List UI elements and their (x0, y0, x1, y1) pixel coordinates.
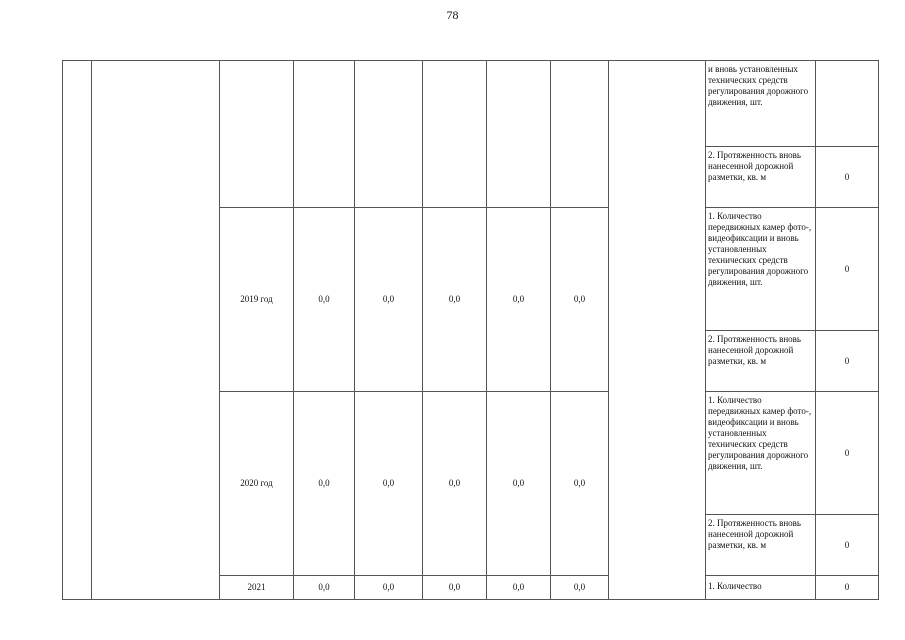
value-cell (355, 61, 423, 208)
value-cell (487, 61, 551, 208)
indicator-value-cell: 0 (816, 392, 879, 515)
row-number-cell (63, 61, 92, 600)
value-cell: 0,0 (294, 392, 355, 576)
indicator-name-cell: 1. Количество (706, 576, 816, 600)
indicator-value-cell: 0 (816, 147, 879, 208)
indicator-name-cell: 1. Количество передвижных камер фото-, видеофиксации и вновь установленных технических средств регулирования дорожного движения, шт. (706, 208, 816, 331)
value-cell (423, 61, 487, 208)
value-cell: 0,0 (423, 208, 487, 392)
year-cell: 2020 год (220, 392, 294, 576)
value-cell: 0,0 (294, 576, 355, 600)
value-cell (294, 61, 355, 208)
indicator-name-cell: 2. Протяженность вновь нанесенной дорожной разметки, кв. м (706, 331, 816, 392)
value-cell: 0,0 (355, 392, 423, 576)
value-cell: 0,0 (487, 392, 551, 576)
indicator-name-cell: и вновь установленных технических средств регулирования дорожного движения, шт. (706, 61, 816, 147)
indicator-name-cell: 1. Количество передвижных камер фото-, видеофиксации и вновь установленных технических средств регулирования дорожного движения, шт. (706, 392, 816, 515)
value-cell: 0,0 (423, 392, 487, 576)
value-cell: 0,0 (355, 208, 423, 392)
value-cell: 0,0 (355, 576, 423, 600)
value-cell: 0,0 (487, 576, 551, 600)
indicator-value-cell: 0 (816, 515, 879, 576)
value-cell: 0,0 (294, 208, 355, 392)
year-cell (220, 61, 294, 208)
year-cell: 2019 год (220, 208, 294, 392)
table-row (63, 61, 879, 147)
indicator-value-cell (816, 61, 879, 147)
value-cell: 0,0 (551, 208, 609, 392)
value-cell: 0,0 (551, 392, 609, 576)
value-cell (551, 61, 609, 208)
indicator-value-cell: 0 (816, 576, 879, 600)
value-cell: 0,0 (423, 576, 487, 600)
measure-name-cell (92, 61, 220, 600)
value-cell: 0,0 (487, 208, 551, 392)
indicator-value-cell: 0 (816, 208, 879, 331)
value-cell: 0,0 (551, 576, 609, 600)
indicator-name-cell: 2. Протяженность вновь нанесенной дорожной разметки, кв. м (706, 515, 816, 576)
page-number: 78 (446, 8, 459, 22)
year-cell: 2021 (220, 576, 294, 600)
executor-cell (609, 61, 706, 600)
program-table (62, 60, 879, 600)
indicator-name-cell: 2. Протяженность вновь нанесенной дорожной разметки, кв. м (706, 147, 816, 208)
indicator-value-cell: 0 (816, 331, 879, 392)
